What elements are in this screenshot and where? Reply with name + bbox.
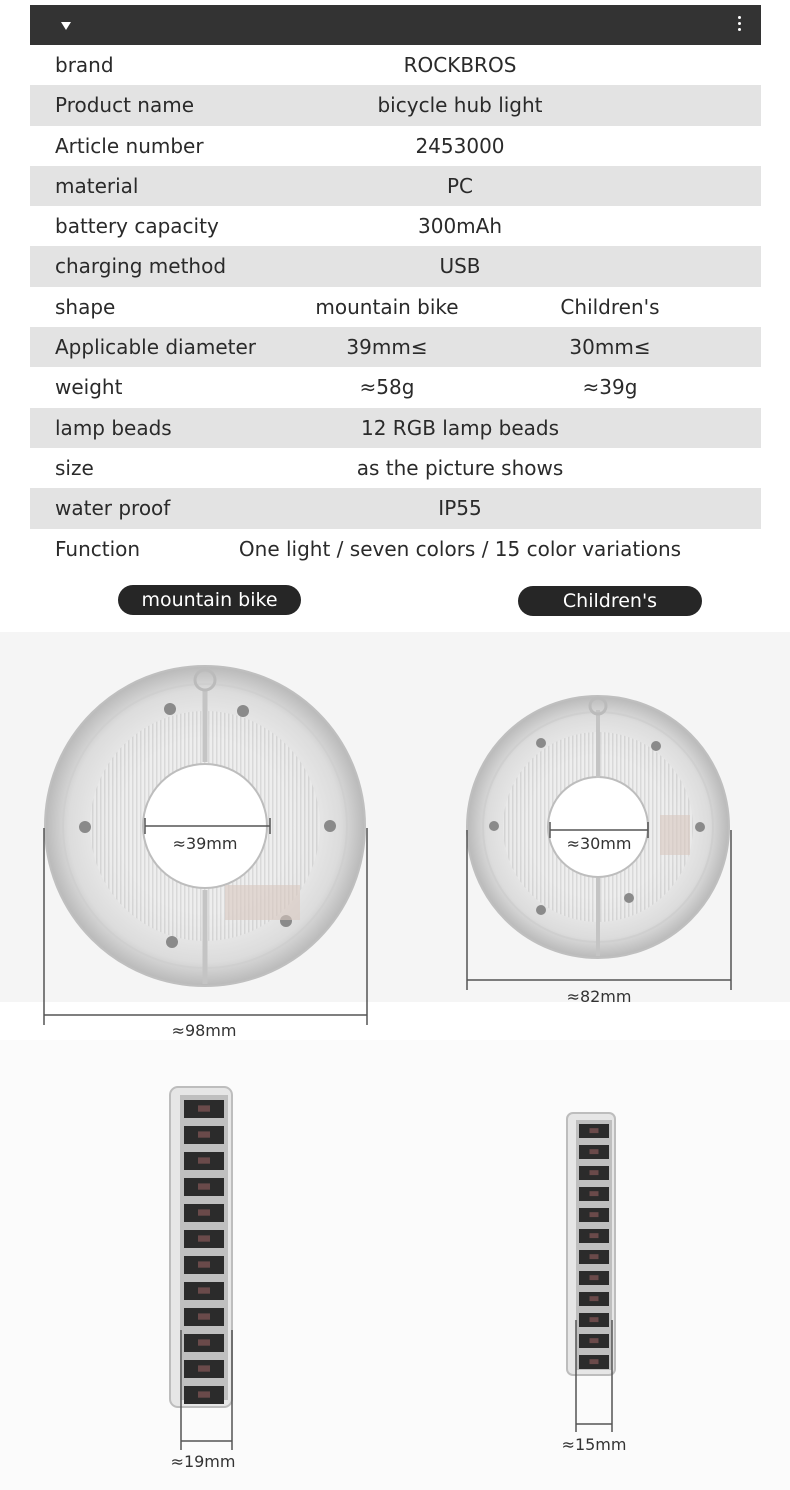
spec-value: ≈58g — [359, 375, 415, 400]
lamp-bead-chip — [590, 1254, 599, 1259]
spec-value: ROCKBROS — [403, 53, 517, 77]
lamp-bead-chip — [590, 1275, 599, 1280]
lamp-bead-chip — [198, 1339, 210, 1345]
spec-value: 2453000 — [415, 133, 505, 158]
spec-value: 39mm≤ — [346, 335, 428, 360]
lamp-bead-chip — [198, 1183, 210, 1189]
children-inner-dimension: ≈30mm — [566, 834, 632, 853]
lamp-bead-chip — [198, 1313, 210, 1319]
lamp-bead-chip — [198, 1209, 210, 1215]
spec-value: 30mm≤ — [569, 335, 651, 360]
spec-value: One light / seven colors / 15 color variations — [238, 536, 682, 561]
lamp-bead-chip — [590, 1233, 599, 1238]
lamp-bead-chip — [590, 1170, 599, 1175]
mountain-width-dimension: ≈19mm — [170, 1452, 236, 1471]
spec-value: bicycle hub light — [377, 93, 543, 118]
spec-value: Children's — [560, 294, 660, 319]
lamp-bead-chip — [198, 1391, 210, 1397]
mountain-outer-dimension: ≈98mm — [171, 1021, 237, 1040]
spec-label: brand — [55, 53, 114, 77]
children-outer-dimension: ≈82mm — [566, 987, 632, 1006]
spec-label: water proof — [55, 496, 171, 521]
lamp-bead-chip — [198, 1261, 210, 1267]
spec-value: PC — [446, 173, 474, 198]
lamp-bead-chip — [590, 1338, 599, 1343]
mountain-inner-dimension: ≈39mm — [172, 834, 238, 853]
spec-value: 12 RGB lamp beads — [361, 415, 559, 440]
lamp-bead-chip — [590, 1212, 599, 1217]
lamp-bead-chip — [590, 1359, 599, 1364]
spec-value: IP55 — [438, 496, 482, 521]
lamp-bead-chip — [198, 1365, 210, 1371]
spec-label: weight — [55, 375, 123, 400]
childrens-label: Children's — [518, 586, 702, 616]
spec-label: size — [55, 455, 94, 480]
spec-label: Article number — [55, 133, 204, 158]
mountain-bike-side-view — [170, 1087, 232, 1450]
spec-value: ≈39g — [582, 375, 638, 400]
lamp-bead-chip — [198, 1157, 210, 1163]
spec-label: lamp beads — [55, 415, 172, 440]
lamp-bead-chip — [590, 1128, 599, 1133]
lamp-bead-chip — [590, 1191, 599, 1196]
spec-label: shape — [55, 294, 116, 319]
spec-label: battery capacity — [55, 214, 219, 239]
spec-label: Product name — [55, 93, 195, 118]
spec-label: charging method — [55, 254, 227, 279]
lamp-bead-chip — [198, 1105, 210, 1111]
spec-label: Applicable diameter — [55, 335, 257, 360]
lamp-bead-chip — [198, 1131, 210, 1137]
mountain-bike-label: mountain bike — [118, 585, 301, 615]
lamp-bead-chip — [590, 1296, 599, 1301]
spec-value: mountain bike — [315, 294, 459, 319]
lamp-bead-chip — [198, 1235, 210, 1241]
spec-label: material — [55, 173, 139, 198]
lamp-bead-chip — [198, 1287, 210, 1293]
spec-value: as the picture shows — [356, 455, 564, 480]
lamp-bead-chip — [590, 1149, 599, 1154]
spec-value: 300mAh — [417, 214, 503, 239]
childrens-side-view — [567, 1113, 615, 1432]
spec-value: USB — [439, 254, 481, 279]
children-width-dimension: ≈15mm — [561, 1435, 627, 1454]
spec-label: Function — [55, 536, 141, 561]
lamp-bead-chip — [590, 1317, 599, 1322]
